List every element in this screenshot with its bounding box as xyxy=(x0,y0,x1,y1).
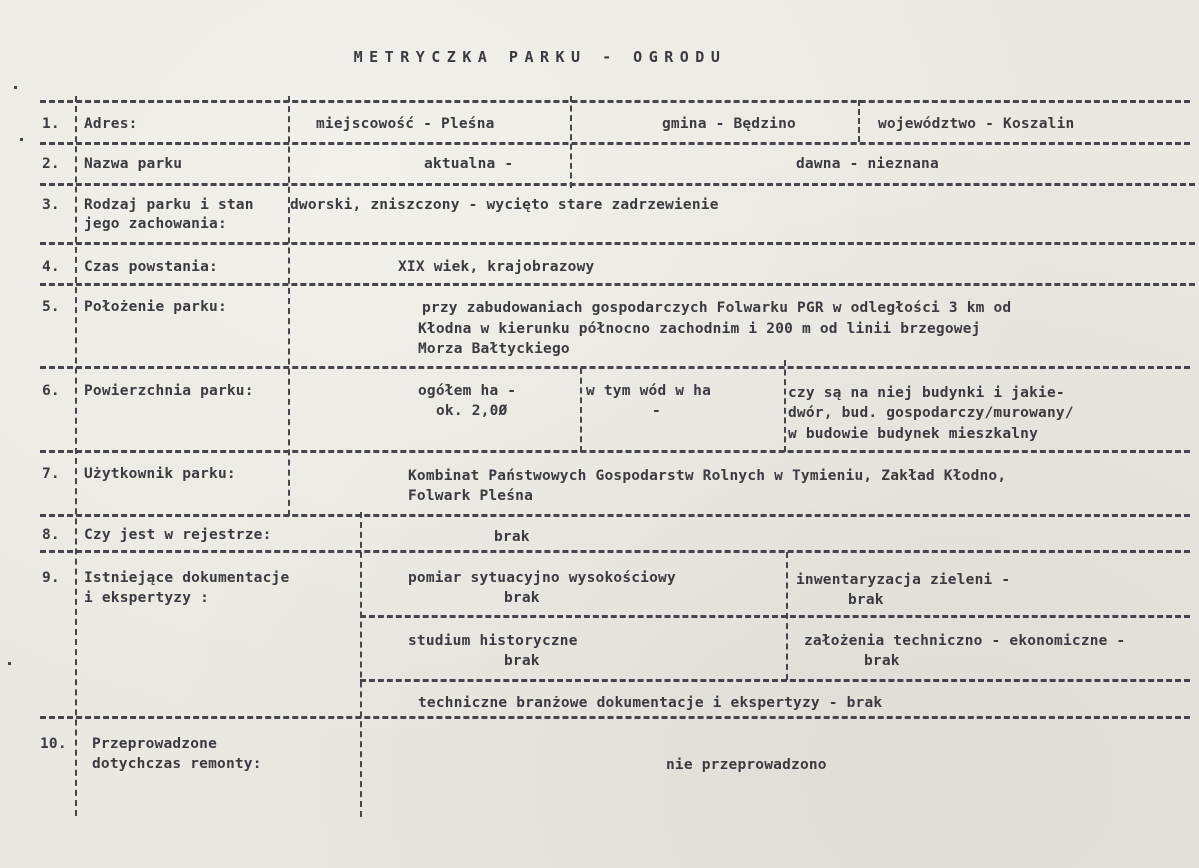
row-separator xyxy=(360,615,1190,618)
field-value: brak xyxy=(494,529,530,545)
column-separator xyxy=(570,96,572,188)
row-number: 10. xyxy=(40,736,67,752)
margin-mark xyxy=(20,138,23,141)
field-value: techniczne branżowe dokumentacje i ekspertyzy - brak xyxy=(418,695,883,711)
row-label: Istniejące dokumentacje xyxy=(84,570,290,586)
field-value: XIX wiek, krajobrazowy xyxy=(398,259,595,275)
field-value: Morza Bałtyckiego xyxy=(418,341,570,357)
column-separator xyxy=(786,552,788,680)
field-value: nie przeprowadzono xyxy=(666,757,827,773)
field-value: brak xyxy=(504,653,540,669)
column-separator xyxy=(858,100,860,142)
row-number: 5. xyxy=(42,299,60,315)
row-label: Nazwa parku xyxy=(84,156,183,172)
field-value: studium historyczne xyxy=(408,633,578,649)
row-label: Powierzchnia parku: xyxy=(84,383,254,399)
row-label: Przeprowadzone xyxy=(92,736,218,752)
row-label: dotychczas remonty: xyxy=(92,756,262,772)
column-separator xyxy=(288,96,290,516)
field-value: czy są na niej budynki i jakie- xyxy=(788,385,1065,401)
field-value: brak xyxy=(504,590,540,606)
field-value: dawna - nieznana xyxy=(796,156,939,172)
row-separator xyxy=(40,716,1190,719)
field-value: Kombinat Państwowych Gospodarstw Rolnych w Tymieniu, Zakład Kłodno, xyxy=(408,468,1007,484)
field-value: brak xyxy=(864,653,900,669)
row-number: 9. xyxy=(42,570,60,586)
row-label: Użytkownik parku: xyxy=(84,466,236,482)
field-value: dwór, bud. gospodarczy/murowany/ xyxy=(788,405,1074,421)
field-value: ogółem ha - xyxy=(418,383,517,399)
row-separator xyxy=(360,679,1190,682)
row-separator xyxy=(40,450,1190,453)
field-value: gmina - Będzino xyxy=(662,116,796,132)
field-value: aktualna - xyxy=(424,156,514,172)
row-separator xyxy=(40,366,1190,369)
row-number: 6. xyxy=(42,383,60,399)
row-number: 3. xyxy=(42,197,60,213)
field-value: Folwark Pleśna xyxy=(408,488,534,504)
margin-mark xyxy=(14,86,17,89)
column-separator xyxy=(75,96,77,816)
row-separator xyxy=(40,183,1195,186)
row-separator xyxy=(40,283,1195,286)
row-separator xyxy=(40,142,1190,145)
margin-mark xyxy=(8,662,11,665)
row-separator xyxy=(40,550,1190,553)
page-title: METRYCZKA PARKU - OGRODU xyxy=(353,48,727,66)
field-value: - xyxy=(652,403,661,419)
row-label: Czas powstania: xyxy=(84,259,218,275)
field-value: województwo - Koszalin xyxy=(878,116,1075,132)
column-separator xyxy=(580,368,582,452)
row-label: Położenie parku: xyxy=(84,299,227,315)
field-value: brak xyxy=(848,592,884,608)
row-label: i ekspertyzy : xyxy=(84,590,210,606)
field-value: Kłodna w kierunku północno zachodnim i 200 m od linii brzegowej xyxy=(418,321,981,337)
row-label: Adres: xyxy=(84,116,138,132)
field-value: miejscowość - Pleśna xyxy=(316,116,495,132)
column-separator xyxy=(360,512,362,817)
row-number: 4. xyxy=(42,259,60,275)
row-label: jego zachowania: xyxy=(84,216,227,232)
row-number: 8. xyxy=(42,527,60,543)
row-separator xyxy=(40,242,1195,245)
column-separator xyxy=(784,360,786,452)
field-value: przy zabudowaniach gospodarczych Folwarku PGR w odległości 3 km od xyxy=(422,300,1012,316)
field-value: w tym wód w ha xyxy=(586,383,712,399)
row-number: 1. xyxy=(42,116,60,132)
field-value: dworski, zniszczony - wycięto stare zadrzewienie xyxy=(290,197,719,213)
row-label: Rodzaj parku i stan xyxy=(84,197,254,213)
row-separator xyxy=(40,100,1190,103)
row-number: 7. xyxy=(42,466,60,482)
field-value: w budowie budynek mieszkalny xyxy=(788,426,1039,442)
row-number: 2. xyxy=(42,156,60,172)
row-separator xyxy=(40,514,1190,517)
field-value: inwentaryzacja zieleni - xyxy=(796,572,1011,588)
field-value: ok. 2,0Ø xyxy=(436,403,508,419)
field-value: pomiar sytuacyjno wysokościowy xyxy=(408,570,676,586)
field-value: założenia techniczno - ekonomiczne - xyxy=(804,633,1126,649)
row-label: Czy jest w rejestrze: xyxy=(84,527,272,543)
